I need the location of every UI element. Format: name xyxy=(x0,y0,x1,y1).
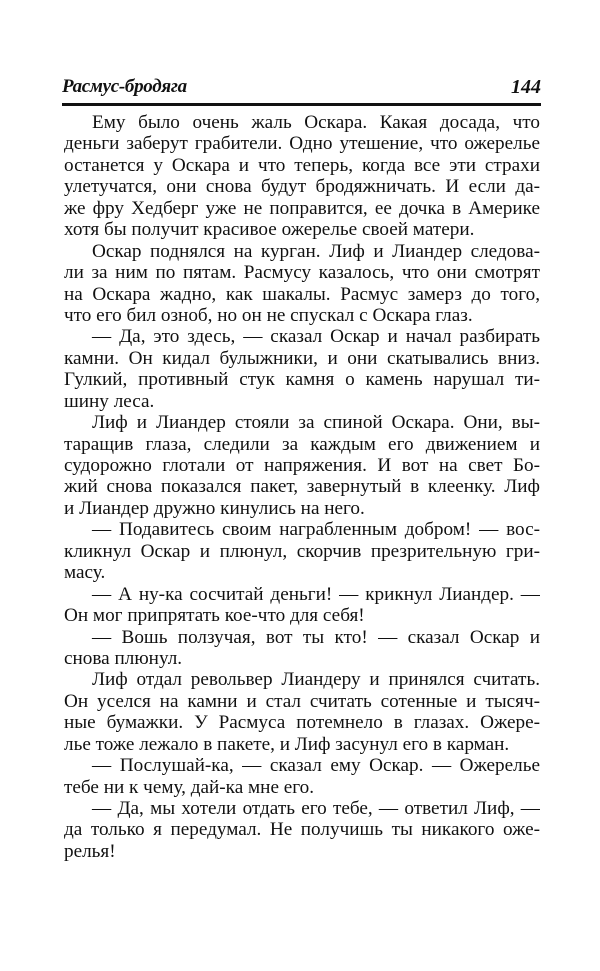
page-number: 144 xyxy=(511,76,541,98)
text-line: — А ну-ка сосчитай деньги! — крикнул Лиандер. — xyxy=(92,583,540,605)
text-line: лье тоже лежало в пакете, и Лиф засунул его в карман. xyxy=(64,733,510,755)
paragraph xyxy=(64,241,540,327)
text-line: жий снова показался пакет, завернутый в клеенку. Лиф xyxy=(64,476,540,498)
paragraph xyxy=(64,326,540,412)
text-line: что его бил озноб, но он не спускал с Оскара глаз. xyxy=(64,304,473,326)
text-line: останется у Оскара и что теперь, когда все эти страхи xyxy=(64,154,540,176)
text-line: — Да, мы хотели отдать его тебе, — ответил Лиф, — xyxy=(92,798,540,819)
text-line: улетучатся, они снова будут бродяжничать. И если да- xyxy=(64,176,540,198)
paragraph xyxy=(64,584,540,627)
text-line: хотя бы получит красивое ожерелье своей матери. xyxy=(64,219,475,241)
text-line: камни. Он кидал булыжники, и они скатывались вниз. xyxy=(64,347,540,369)
text-line: таращив глаза, следили за каждым его движением и xyxy=(64,433,540,455)
text-line: деньги заберут грабители. Одно утешение, что ожерелье xyxy=(64,133,540,155)
paragraph xyxy=(64,669,540,755)
text-line: судорожно глотали от напряжения. И вот на свет Бо- xyxy=(64,455,540,476)
text-line: же фру Хедберг уже не поправится, ее дочка в Америке xyxy=(64,197,540,219)
paragraph xyxy=(64,412,540,519)
text-line: тебе ни к чему, дай-ка мне его. xyxy=(64,776,315,798)
text-line: Лиф отдал револьвер Лиандеру и принялся считать. xyxy=(92,669,540,691)
text-line: Он мог припрятать кое-что для себя! xyxy=(64,605,365,627)
text-line: — Послушай-ка, — сказал ему Оскар. — Ожерелье xyxy=(92,755,540,777)
text-line: Он уселся на камни и стал считать сотенные и тысяч- xyxy=(64,690,540,712)
paragraph xyxy=(64,519,540,583)
running-title: Расмус-бродяга xyxy=(62,76,187,97)
paragraph xyxy=(64,755,540,798)
text-line: ли за ним по пятам. Расмусу казалось, что они смотрят xyxy=(64,262,540,284)
text-line: кликнул Оскар и плюнул, скорчив презрительную гри- xyxy=(64,540,540,562)
text-line: снова плюнул. xyxy=(64,647,183,669)
text-line: — Подавитесь своим награбленным добром! — вос- xyxy=(92,519,540,541)
text-line: Лиф и Лиандер стояли за спиной Оскара. Они, вы- xyxy=(92,412,540,434)
text-line: Гулкий, противный стук камня о камень нарушал ти- xyxy=(64,369,540,391)
text-line: да только я передумал. Не получишь ты никакого оже- xyxy=(64,819,540,841)
text-line: и Лиандер дружно кинулись на него. xyxy=(64,497,365,519)
text-line: — Вошь ползучая, вот ты кто! — сказал Оскар и xyxy=(92,626,540,648)
paragraph xyxy=(64,798,540,862)
text-line: ные бумажки. У Расмуса потемнело в глазах. Ожере- xyxy=(64,712,540,734)
text-line: на Оскара жадно, как шакалы. Расмус замерз до того, xyxy=(64,283,540,305)
text-line: Ему было очень жаль Оскара. Какая досада, что xyxy=(92,112,540,133)
text-line: Оскар поднялся на курган. Лиф и Лиандер следова- xyxy=(92,240,540,262)
paragraph xyxy=(64,627,540,670)
page-body-text xyxy=(64,112,540,862)
text-line: шину леса. xyxy=(64,390,155,412)
paragraph xyxy=(64,112,540,241)
header-rule xyxy=(62,103,541,106)
text-line: — Да, это здесь, — сказал Оскар и начал разбирать xyxy=(92,326,540,348)
text-line: релья! xyxy=(64,840,116,862)
text-line: масу. xyxy=(64,562,106,584)
page-header xyxy=(62,76,541,100)
